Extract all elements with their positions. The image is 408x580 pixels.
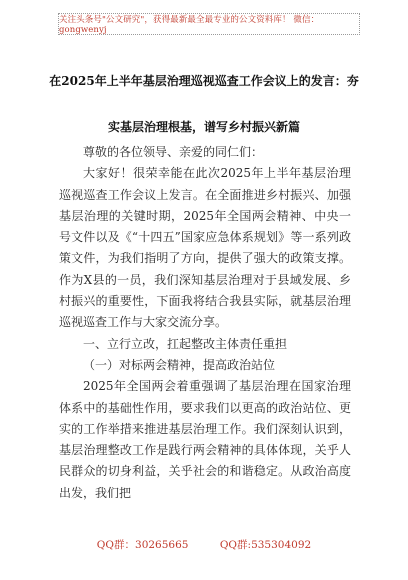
document-title-line-1: 在2025年上半年基层治理巡视巡查工作会议上的发言：夯 [49,74,359,88]
paragraph-body: 2025年全国两会着重强调了基层治理在国家治理体系中的基础性作用，要求我们以更高的政治站位、更实的工作举措来推进基层治理工作。我们深刻认识到，基层治理整改工作是践行两会精神的具体体现，关乎人民群众的切身利益，关乎社会的和谐稳定。从政治高度出发，我们把 [59,379,351,500]
paragraph-intro: 大家好！很荣幸能在此次2025年上半年基层治理巡视巡查工作会议上发言。在全面推进乡村振兴、加强基层治理的关键时期，2025年全国两会精神、中央一号文件以及《“十四五”国家应急体系规划》等一系列政策文件，为我们指明了方向，提供了强大的政策支撑。作为X县的一员，我们深知基层治理对于县域发展、乡村振兴的重要性，下面我将结合我县实际，就基层治理巡视巡查工作与大家交流分享。 [59,166,351,330]
document-title-line-2: 实基层治理根基，谱写乡村振兴新篇 [107,120,300,134]
subsection-heading-1: （一）对标两会精神，提高政治站位 [83,357,276,372]
footer-qq-group-1: QQ群：30265665 [96,539,189,551]
footer-qq-group-2: QQ群:535304092 [219,539,312,551]
salutation: 尊敬的各位领导、亲爱的同仁们： [83,145,264,159]
header-banner: 关注头条号"公文研究"，获得最新最全最专业的公文资料库！ 微信：gongwenyj [58,13,360,35]
document-body [59,142,351,504]
section-heading-1: 一、立行立改，扛起整改主体责任重担 [83,336,288,351]
footer [0,537,408,552]
